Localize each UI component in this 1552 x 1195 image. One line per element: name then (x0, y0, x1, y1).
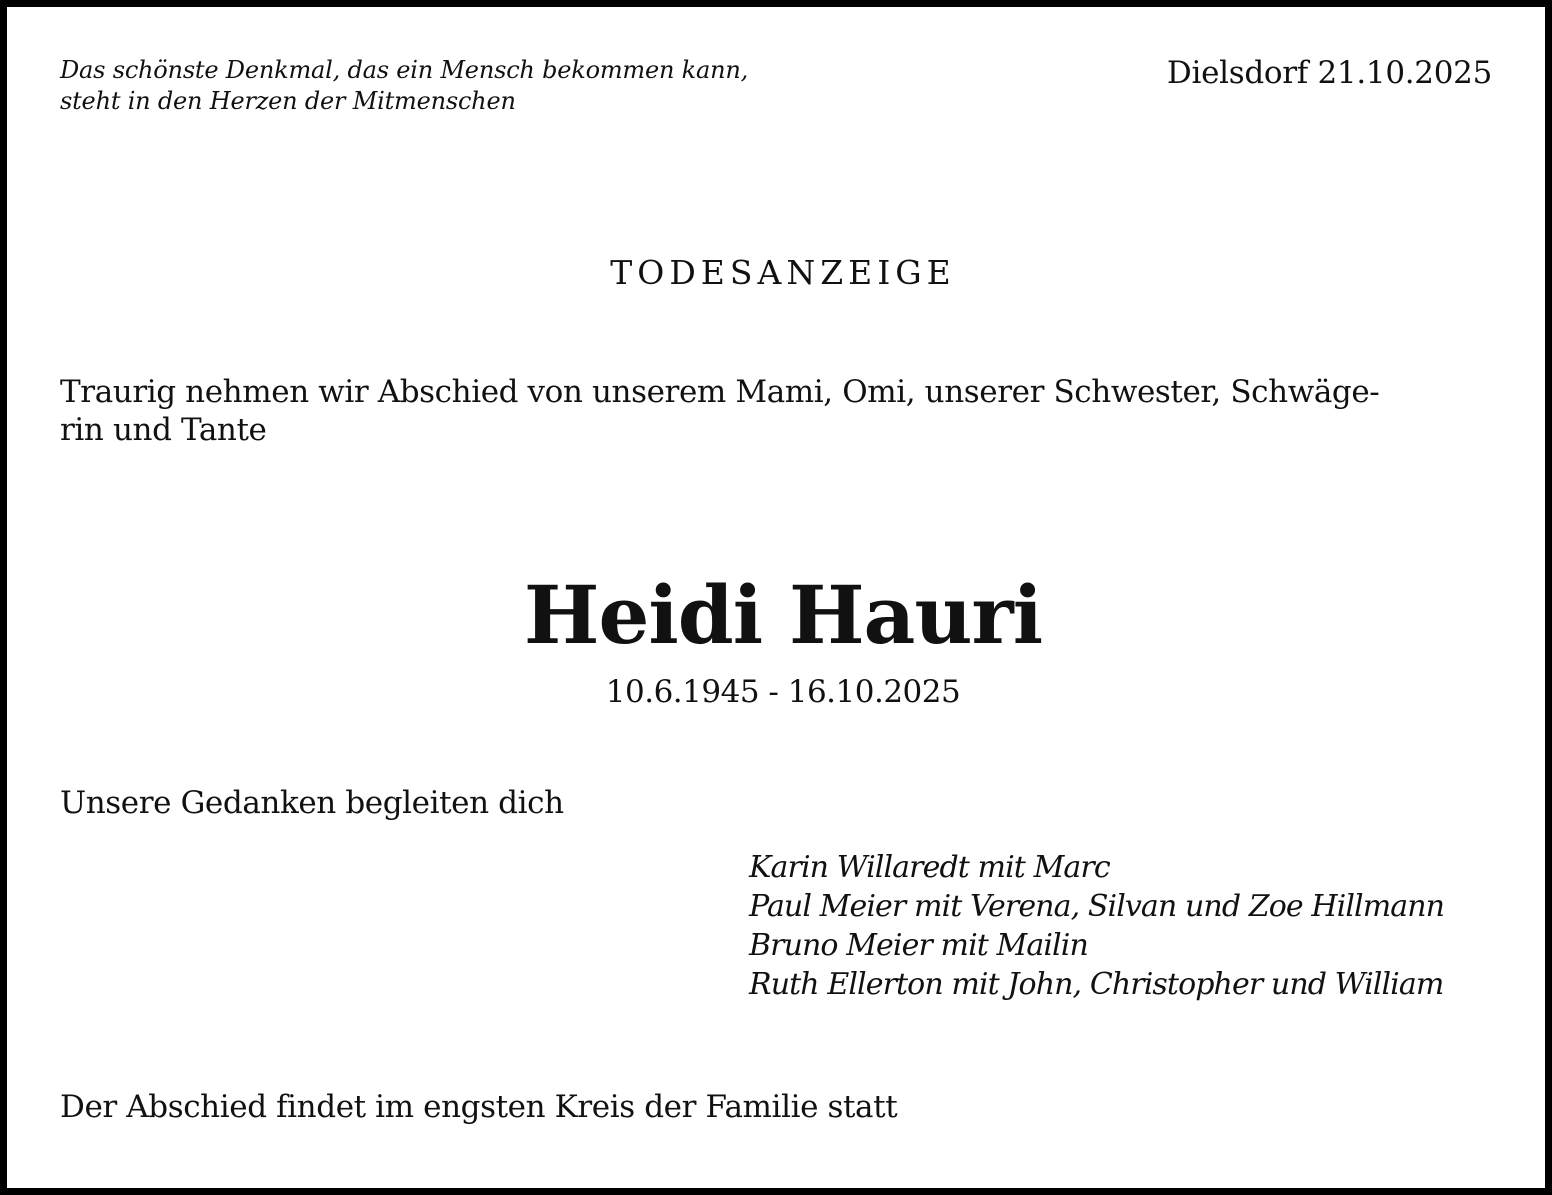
quote-line: steht in den Herzen der Mitmenschen (60, 87, 516, 115)
deceased-name: Heidi Hauri (523, 568, 1043, 662)
mourner-entry: Karin Willaredt mit Marc (749, 850, 1110, 885)
farewell-note: Der Abschied findet im engsten Kreis der Familie statt (60, 1089, 898, 1125)
mourners-list (749, 848, 1519, 1004)
quote-line: Das schönste Denkmal, das ein Mensch bekommen kann, (60, 56, 749, 84)
thoughts-text: Unsere Gedanken begleiten dich (60, 785, 564, 821)
intro-line: rin und Tante (60, 412, 267, 448)
intro-line: Traurig nehmen wir Abschied von unserem Mami, Omi, unserer Schwester, Schwäge- (60, 374, 1380, 410)
life-dates: 10.6.1945 - 16.10.2025 (605, 674, 961, 710)
mourner-entry: Ruth Ellerton mit John, Christopher und William (749, 967, 1444, 1002)
memorial-quote (60, 55, 820, 117)
intro-text (60, 373, 1520, 449)
place-and-date: Dielsdorf 21.10.2025 (1166, 55, 1492, 91)
mourner-entry: Bruno Meier mit Mailin (749, 928, 1088, 963)
mourner-entry: Paul Meier mit Verena, Silvan und Zoe Hillmann (749, 889, 1445, 924)
notice-heading: TODESANZEIGE (610, 253, 956, 292)
